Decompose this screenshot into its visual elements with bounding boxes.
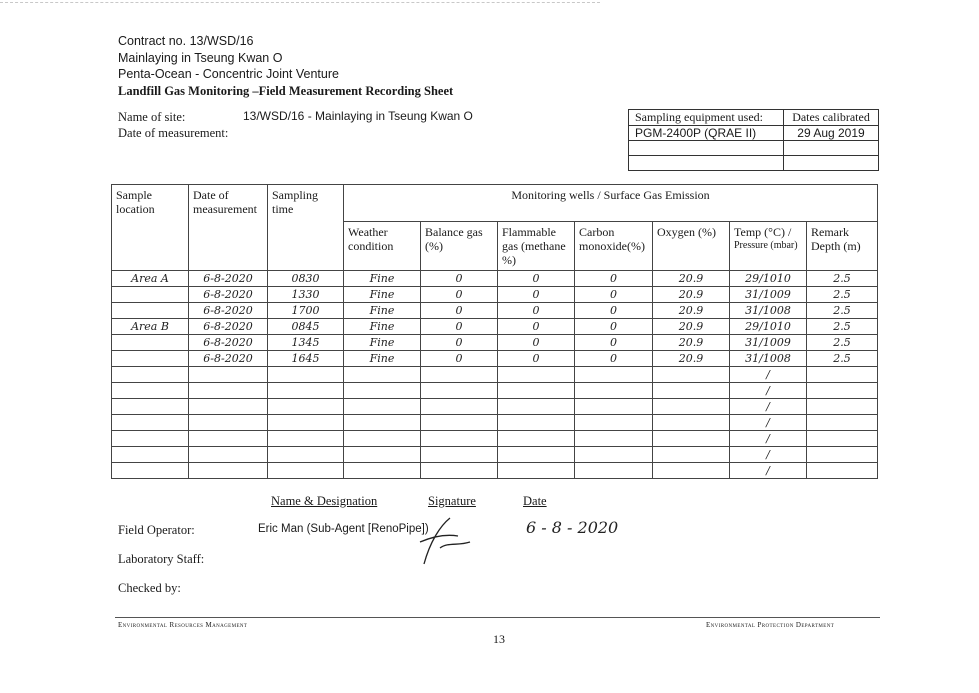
- signature-image: [410, 512, 480, 570]
- date-header: Date: [523, 494, 547, 508]
- field-operator-date: 6 - 8 - 2020: [526, 518, 619, 537]
- equipment-empty-cell: [629, 141, 784, 156]
- flammable-gas-cell: 0: [498, 351, 575, 367]
- carbon-monoxide-cell: [575, 431, 653, 447]
- date-cell: [189, 383, 268, 399]
- carbon-monoxide-cell: 0: [575, 335, 653, 351]
- sampling-time-cell: [268, 383, 344, 399]
- carbon-monoxide-cell: [575, 415, 653, 431]
- remark-depth-cell: 2.5: [807, 287, 878, 303]
- sampling-time-header: Sampling time: [268, 185, 344, 271]
- oxygen-cell: [653, 463, 730, 479]
- weather-cell: [344, 431, 421, 447]
- temp-pressure-cell: /: [730, 367, 807, 383]
- date-cell: 6-8-2020: [189, 351, 268, 367]
- sample-location-cell: [112, 447, 189, 463]
- temp-pressure-cell: /: [730, 383, 807, 399]
- table-row: [112, 431, 878, 447]
- oxygen-cell: [653, 447, 730, 463]
- table-row: [112, 335, 878, 351]
- oxygen-cell: 20.9: [653, 351, 730, 367]
- oxygen-cell: [653, 431, 730, 447]
- table-row: [112, 399, 878, 415]
- flammable-gas-cell: [498, 367, 575, 383]
- name-designation-header: Name & Designation: [271, 494, 378, 508]
- flammable-gas-cell: 0: [498, 287, 575, 303]
- monitoring-table: [111, 184, 878, 479]
- sampling-time-cell: [268, 431, 344, 447]
- sampling-time-cell: [268, 415, 344, 431]
- oxygen-cell: 20.9: [653, 335, 730, 351]
- remark-depth-cell: [807, 383, 878, 399]
- flammable-gas-cell: 0: [498, 319, 575, 335]
- temp-pressure-cell: 31/1009: [730, 287, 807, 303]
- sampling-time-cell: 0845: [268, 319, 344, 335]
- sample-location-cell: [112, 415, 189, 431]
- field-operator-label: Field Operator:: [118, 523, 195, 537]
- equipment-header: Sampling equipment used:: [629, 110, 784, 126]
- equipment-table: [628, 109, 879, 171]
- date-cell: [189, 399, 268, 415]
- site-labels: [118, 109, 228, 141]
- flammable-gas-cell: [498, 383, 575, 399]
- sampling-time-cell: 1645: [268, 351, 344, 367]
- oxygen-cell: [653, 399, 730, 415]
- temp-pressure-cell: 29/1010: [730, 271, 807, 287]
- date-of-measurement-header: Date of measurement: [189, 185, 268, 271]
- carbon-monoxide-cell: 0: [575, 303, 653, 319]
- flammable-gas-cell: 0: [498, 303, 575, 319]
- carbon-monoxide-cell: [575, 447, 653, 463]
- measurement-date-label: Date of measurement:: [118, 126, 229, 140]
- sampling-time-cell: [268, 399, 344, 415]
- date-cell: 6-8-2020: [189, 271, 268, 287]
- weather-cell: Fine: [344, 303, 421, 319]
- site-name-label: Name of site:: [118, 110, 186, 124]
- sample-location-cell: [112, 383, 189, 399]
- oxygen-cell: [653, 383, 730, 399]
- table-row: [112, 303, 878, 319]
- weather-cell: [344, 447, 421, 463]
- weather-header: Weather condition: [344, 222, 421, 271]
- sampling-time-cell: 1345: [268, 335, 344, 351]
- oxygen-cell: 20.9: [653, 319, 730, 335]
- carbon-monoxide-cell: [575, 463, 653, 479]
- flammable-gas-cell: [498, 463, 575, 479]
- checked-by-label: Checked by:: [118, 581, 181, 595]
- balance-gas-cell: 0: [421, 335, 498, 351]
- sampling-time-cell: 0830: [268, 271, 344, 287]
- oxygen-cell: 20.9: [653, 303, 730, 319]
- page-title: Landfill Gas Monitoring –Field Measurement Recording Sheet: [118, 83, 454, 98]
- table-row: [112, 367, 878, 383]
- date-cell: [189, 367, 268, 383]
- date-cell: [189, 463, 268, 479]
- sampling-time-cell: [268, 447, 344, 463]
- monitoring-group-header: Monitoring wells / Surface Gas Emission: [344, 185, 878, 222]
- remark-depth-header: Remark Depth (m): [807, 222, 878, 271]
- carbon-monoxide-cell: 0: [575, 271, 653, 287]
- signature-header: Signature: [428, 494, 476, 508]
- temp-pressure-cell: /: [730, 415, 807, 431]
- table-row: [112, 271, 878, 287]
- balance-gas-cell: 0: [421, 303, 498, 319]
- sampling-time-cell: [268, 463, 344, 479]
- table-row: [112, 447, 878, 463]
- remark-depth-cell: [807, 431, 878, 447]
- sample-location-cell: [112, 351, 189, 367]
- sample-location-cell: [112, 399, 189, 415]
- carbon-monoxide-cell: [575, 399, 653, 415]
- sample-location-cell: [112, 367, 189, 383]
- pressure-label: Pressure (mbar): [734, 240, 798, 251]
- carbon-monoxide-cell: 0: [575, 319, 653, 335]
- page-number: 13: [493, 632, 505, 646]
- calibrated-header: Dates calibrated: [784, 110, 879, 126]
- sample-location-cell: Area B: [112, 319, 189, 335]
- date-cell: [189, 431, 268, 447]
- balance-gas-cell: 0: [421, 287, 498, 303]
- sample-location-header: Sample location: [112, 185, 189, 271]
- remark-depth-cell: 2.5: [807, 271, 878, 287]
- balance-gas-cell: [421, 383, 498, 399]
- carbon-monoxide-cell: 0: [575, 287, 653, 303]
- site-name-value: 13/WSD/16 - Mainlaying in Tseung Kwan O: [243, 109, 473, 123]
- sample-location-cell: [112, 287, 189, 303]
- date-cell: 6-8-2020: [189, 287, 268, 303]
- remark-depth-cell: [807, 463, 878, 479]
- date-cell: 6-8-2020: [189, 335, 268, 351]
- weather-cell: [344, 367, 421, 383]
- flammable-gas-cell: [498, 447, 575, 463]
- flammable-gas-cell: [498, 399, 575, 415]
- carbon-monoxide-cell: 0: [575, 351, 653, 367]
- temp-pressure-cell: /: [730, 399, 807, 415]
- balance-gas-cell: [421, 431, 498, 447]
- weather-cell: [344, 399, 421, 415]
- balance-gas-cell: [421, 447, 498, 463]
- remark-depth-cell: 2.5: [807, 319, 878, 335]
- carbon-monoxide-header: Carbon monoxide(%): [575, 222, 653, 271]
- footer-left: Environmental Resources Management: [118, 621, 248, 629]
- table-row: [112, 287, 878, 303]
- oxygen-cell: 20.9: [653, 287, 730, 303]
- remark-depth-cell: [807, 367, 878, 383]
- table-row: [112, 351, 878, 367]
- laboratory-staff-label: Laboratory Staff:: [118, 552, 205, 566]
- oxygen-cell: [653, 367, 730, 383]
- scan-top-rule: [0, 2, 600, 3]
- temp-pressure-cell: /: [730, 431, 807, 447]
- balance-gas-cell: [421, 463, 498, 479]
- date-cell: 6-8-2020: [189, 319, 268, 335]
- flammable-gas-header: Flammable gas (methane %): [498, 222, 575, 271]
- calibrated-value: 29 Aug 2019: [784, 126, 879, 141]
- temp-pressure-header: [730, 222, 807, 271]
- temp-pressure-cell: 31/1009: [730, 335, 807, 351]
- monitoring-rows: [112, 271, 878, 479]
- balance-gas-cell: [421, 399, 498, 415]
- carbon-monoxide-cell: [575, 367, 653, 383]
- remark-depth-cell: [807, 399, 878, 415]
- flammable-gas-cell: 0: [498, 271, 575, 287]
- equipment-empty-cell: [629, 156, 784, 171]
- flammable-gas-cell: [498, 431, 575, 447]
- calibrated-empty-cell: [784, 156, 879, 171]
- oxygen-cell: [653, 415, 730, 431]
- balance-gas-cell: [421, 415, 498, 431]
- footer-right: Environmental Protection Department: [706, 621, 835, 629]
- weather-cell: Fine: [344, 287, 421, 303]
- document-header: [118, 33, 453, 99]
- remark-depth-cell: 2.5: [807, 351, 878, 367]
- calibrated-empty-cell: [784, 141, 879, 156]
- balance-gas-header: Balance gas (%): [421, 222, 498, 271]
- sample-location-cell: [112, 431, 189, 447]
- balance-gas-cell: [421, 367, 498, 383]
- field-operator-name: Eric Man (Sub-Agent [RenoPipe]): [258, 523, 429, 535]
- balance-gas-cell: 0: [421, 319, 498, 335]
- remark-depth-cell: 2.5: [807, 303, 878, 319]
- sample-location-cell: Area A: [112, 271, 189, 287]
- flammable-gas-cell: 0: [498, 335, 575, 351]
- project-name: Mainlaying in Tseung Kwan O: [118, 50, 283, 65]
- remark-depth-cell: 2.5: [807, 335, 878, 351]
- table-row: [112, 415, 878, 431]
- flammable-gas-cell: [498, 415, 575, 431]
- table-row: [112, 463, 878, 479]
- table-row: [112, 319, 878, 335]
- temp-pressure-cell: 31/1008: [730, 303, 807, 319]
- weather-cell: Fine: [344, 351, 421, 367]
- weather-cell: Fine: [344, 271, 421, 287]
- sampling-time-cell: 1700: [268, 303, 344, 319]
- equipment-value: PGM-2400P (QRAE II): [629, 126, 784, 141]
- balance-gas-cell: 0: [421, 271, 498, 287]
- temp-pressure-cell: 31/1008: [730, 351, 807, 367]
- temp-pressure-cell: /: [730, 463, 807, 479]
- temp-label: Temp (°C) /: [734, 225, 792, 239]
- sample-location-cell: [112, 463, 189, 479]
- remark-depth-cell: [807, 415, 878, 431]
- sampling-time-cell: 1330: [268, 287, 344, 303]
- temp-pressure-cell: 29/1010: [730, 319, 807, 335]
- remark-depth-cell: [807, 447, 878, 463]
- sampling-time-cell: [268, 367, 344, 383]
- contractor-name: Penta-Ocean - Concentric Joint Venture: [118, 67, 339, 81]
- weather-cell: [344, 415, 421, 431]
- oxygen-cell: 20.9: [653, 271, 730, 287]
- sample-location-cell: [112, 335, 189, 351]
- balance-gas-cell: 0: [421, 351, 498, 367]
- weather-cell: Fine: [344, 335, 421, 351]
- footer-rule: [115, 617, 880, 618]
- oxygen-header: Oxygen (%): [653, 222, 730, 271]
- sample-location-cell: [112, 303, 189, 319]
- carbon-monoxide-cell: [575, 383, 653, 399]
- table-row: [112, 383, 878, 399]
- temp-pressure-cell: /: [730, 447, 807, 463]
- date-cell: [189, 415, 268, 431]
- date-cell: 6-8-2020: [189, 303, 268, 319]
- weather-cell: [344, 463, 421, 479]
- contract-number: Contract no. 13/WSD/16: [118, 34, 254, 48]
- weather-cell: [344, 383, 421, 399]
- date-cell: [189, 447, 268, 463]
- weather-cell: Fine: [344, 319, 421, 335]
